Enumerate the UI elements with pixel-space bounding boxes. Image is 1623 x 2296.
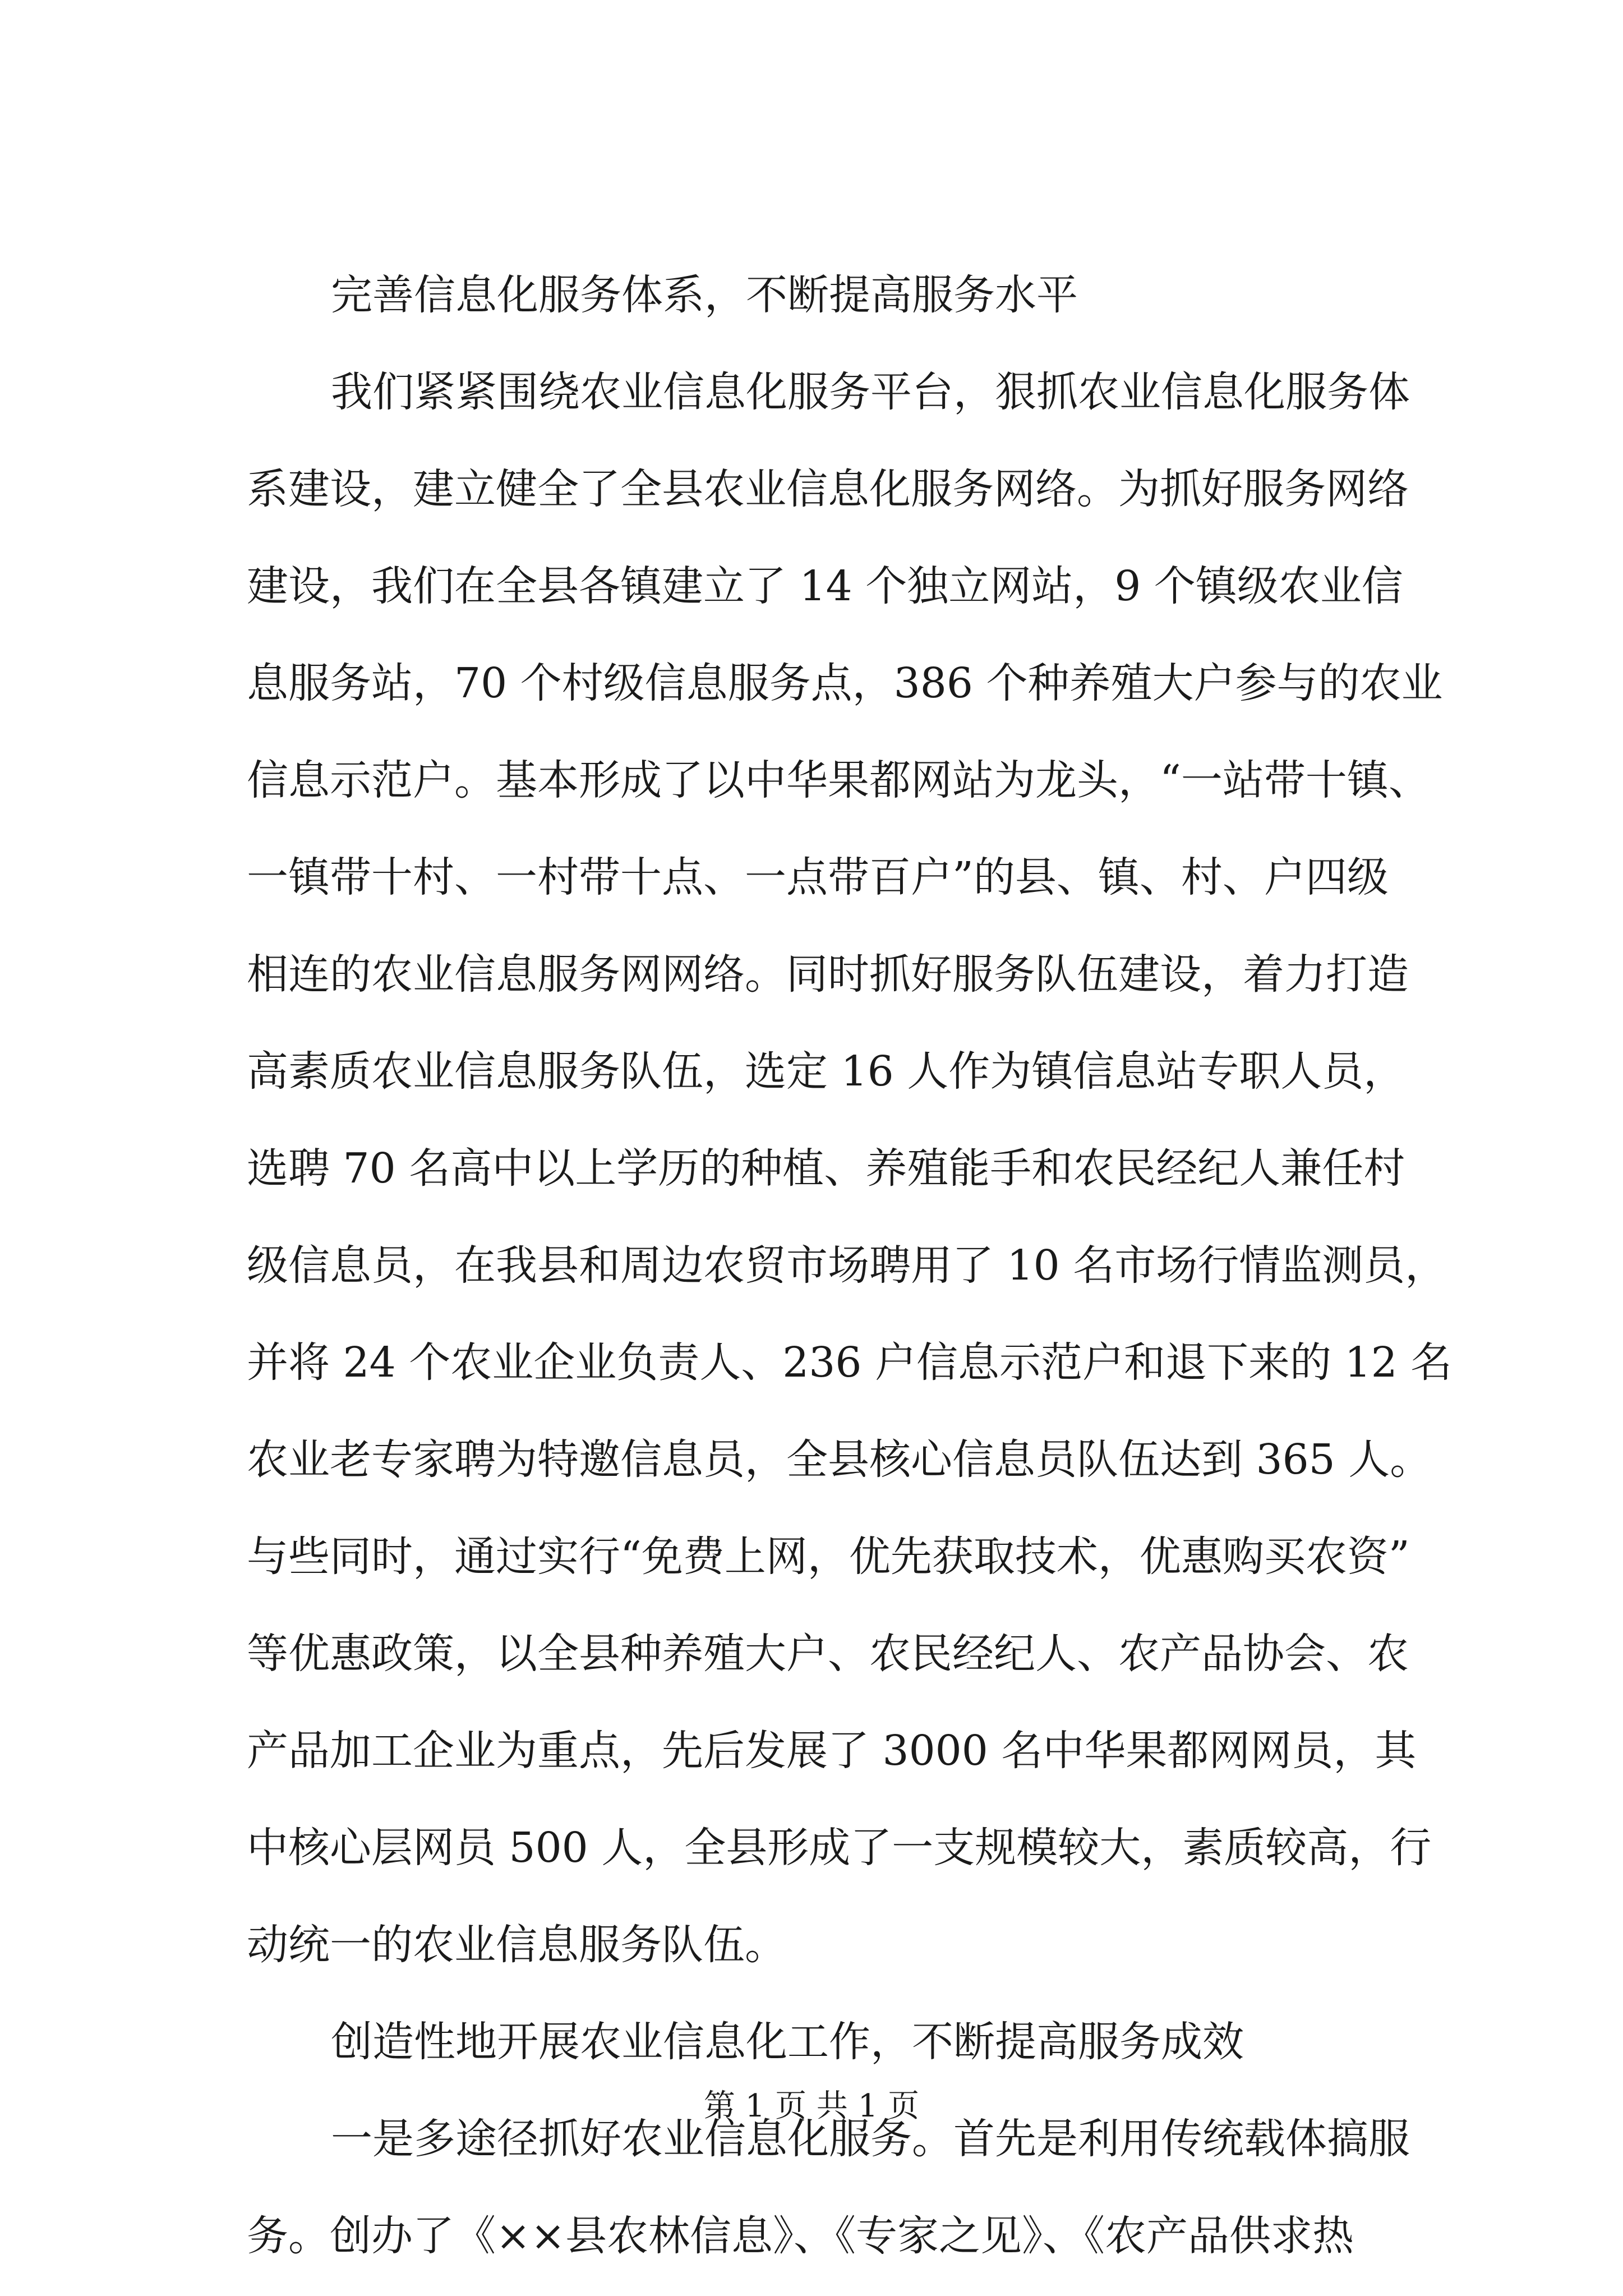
paragraph-line: 产品加工企业为重点，先后发展了 3000 名中华果都网网员，其 [247,1727,1417,1775]
paragraph-line: 一镇带十村、一村带十点、一点带百户”的县、镇、村、户四级 [247,853,1389,901]
paragraph-line: 高素质农业信息服务队伍，选定 16 人作为镇信息站专职人员， [247,1047,1405,1096]
paragraph-line: 务。创办了《××县农林信息》、《专家之见》、《农产品供求热 [247,2212,1354,2260]
paragraph-line: 一是多途径抓好农业信息化服务。首先是利用传统载体搞服 [331,2115,1410,2163]
page-footer: 第 1 页 共 1 页 [703,2088,920,2124]
paragraph-line: 并将 24 个农业企业负责人、236 户信息示范户和退下来的 12 名 [247,1338,1453,1387]
paragraph-line: 我们紧紧围绕农业信息化服务平台，狠抓农业信息化服务体 [331,368,1410,416]
paragraph-line: 相连的农业信息服务网网络。同时抓好服务队伍建设，着力打造 [247,950,1409,999]
paragraph-line: 选聘 70 名高中以上学历的种植、养殖能手和农民经纪人兼任村 [247,1144,1405,1193]
paragraph-line: 息服务站，70 个村级信息服务点，386 个种养殖大户参与的农业 [247,659,1443,707]
paragraph-line: 农业老专家聘为特邀信息员，全县核心信息员队伍达到 365 人。 [247,1435,1432,1484]
paragraph-line: 动统一的农业信息服务队伍。 [247,1921,786,1969]
paragraph-line: 中核心层网员 500 人，全县形成了一支规模较大，素质较高，行 [247,1824,1432,1872]
paragraph-line: 级信息员，在我县和周边农贸市场聘用了 10 名市场行情监测员， [247,1241,1447,1290]
document-body [247,247,1453,2285]
section-heading: 创造性地开展农业信息化工作，不断提高服务成效 [331,2018,1244,2066]
paragraph-line: 等优惠政策，以全县种养殖大户、农民经纪人、农产品协会、农 [247,1630,1409,1678]
paragraph-line: 系建设，建立健全了全县农业信息化服务网络。为抓好服务网络 [247,465,1409,513]
paragraph-line: 信息示范户。基本形成了以中华果都网站为龙头，“一站带十镇、 [247,756,1430,804]
section-heading: 完善信息化服务体系，不断提高服务水平 [331,271,1078,319]
paragraph-line: 与些同时，通过实行“免费上网，优先获取技术，优惠购买农资” [247,1533,1410,1581]
paragraph-line: 建设，我们在全县各镇建立了 14 个独立网站，9 个镇级农业信 [247,562,1403,610]
